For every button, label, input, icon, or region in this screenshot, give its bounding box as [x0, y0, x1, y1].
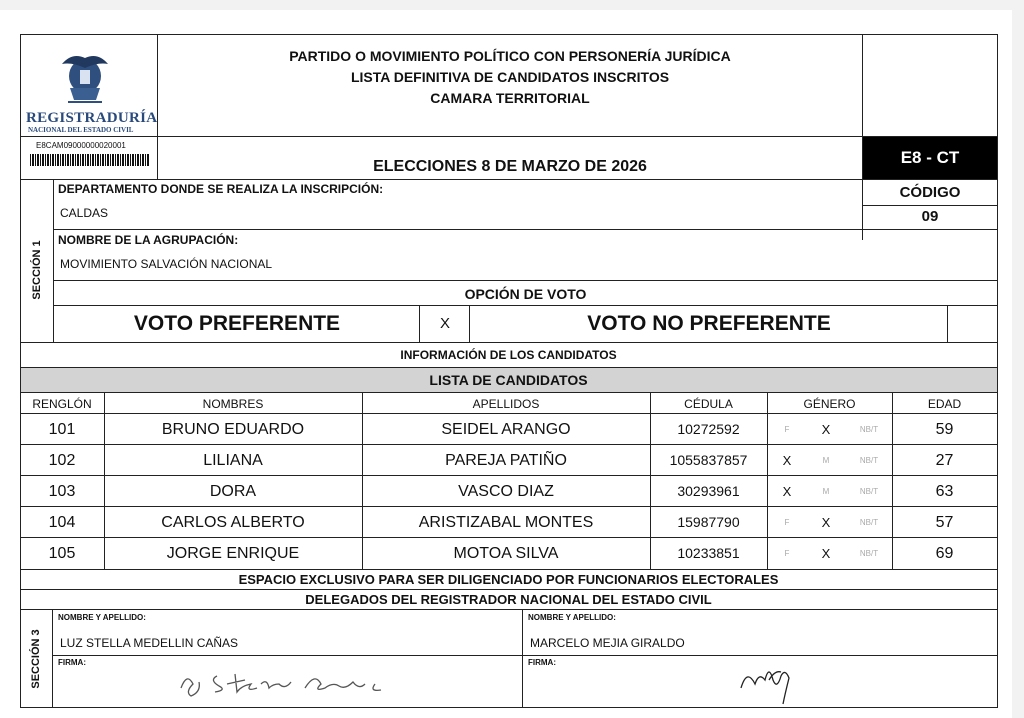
section-1-label: SECCIÓN 1: [31, 240, 43, 300]
voto-preferente-mark: X: [439, 315, 450, 332]
col-div-5: [892, 392, 893, 570]
exclusive-line: [20, 589, 998, 590]
group-label: NOMBRE DE LA AGRUPACIÓN:: [58, 233, 239, 247]
delegate-2-name: MARCELO MEJIA GIRALDO: [530, 636, 685, 650]
exclusive-space-title: ESPACIO EXCLUSIVO PARA SER DILIGENCIADO POR FUNCIONARIOS ELECTORALES: [238, 572, 779, 587]
cell-renglon: 101: [48, 421, 76, 438]
col-renglon: RENGLÓN: [32, 397, 92, 411]
gender-option-nbt: NB/T: [859, 549, 879, 558]
delegates-title: DELEGADOS DEL REGISTRADOR NACIONAL DEL ESTADO CIVIL: [305, 592, 712, 607]
cell-cedula: 10233851: [677, 545, 740, 561]
list-line: [20, 392, 998, 393]
barcode: [30, 154, 150, 166]
section-1-end: [20, 342, 998, 343]
code-line: [863, 205, 997, 206]
cell-edad: 59: [935, 421, 954, 438]
delegate-1-signature-label: FIRMA:: [58, 658, 86, 667]
code-value: 09: [921, 208, 939, 225]
cell-apellidos: PAREJA PATIÑO: [445, 452, 567, 469]
header-right-divider: [862, 34, 863, 240]
frame-top: [20, 34, 998, 35]
coat-of-arms-icon: [50, 48, 120, 110]
cell-nombres: JORGE ENRIQUE: [166, 545, 300, 562]
election-title: ELECCIONES 8 DE MARZO DE 2026: [373, 158, 647, 175]
rows-end: [20, 569, 998, 570]
department-label: DEPARTAMENTO DONDE SE REALIZA LA INSCRIPCIÓN:: [58, 182, 384, 196]
barcode-text: E8CAM09000000020001: [36, 141, 126, 150]
gender-option-f: F: [784, 518, 790, 527]
col-cedula: CÉDULA: [684, 397, 733, 411]
cell-cedula: 1055837857: [669, 452, 748, 468]
gender-option-f: F: [784, 425, 790, 434]
gender-option-nbt: NB/T: [859, 518, 879, 527]
section-3-label: SECCIÓN 3: [30, 629, 42, 689]
delegates-divider: [522, 609, 523, 707]
title-line-3: CAMARA TERRITORIAL: [430, 90, 590, 106]
voto-preferente-label: VOTO PREFERENTE: [133, 312, 341, 335]
vote-div-1: [419, 305, 420, 342]
gender-mark: X: [782, 453, 792, 468]
cell-nombres: BRUNO EDUARDO: [161, 421, 305, 438]
cell-cedula: 30293961: [677, 483, 740, 499]
delegate-1-name: LUZ STELLA MEDELLIN CAÑAS: [60, 636, 239, 650]
code-label: CÓDIGO: [899, 184, 961, 201]
row-line-4: [20, 537, 998, 538]
cell-nombres: LILIANA: [203, 452, 263, 469]
cell-edad: 57: [935, 514, 954, 531]
header-line-2: [20, 179, 998, 180]
cell-renglon: 103: [48, 483, 76, 500]
delegates-line: [20, 609, 998, 610]
gender-mark: X: [782, 484, 792, 499]
col-nombres: NOMBRES: [202, 397, 264, 411]
cell-apellidos: MOTOA SILVA: [453, 545, 559, 562]
cell-cedula: 10272592: [677, 421, 740, 437]
org-name: REGISTRADURÍA: [26, 110, 158, 126]
cell-nombres: CARLOS ALBERTO: [161, 514, 305, 531]
form-sheet: [0, 10, 1012, 718]
org-subtitle: NACIONAL DEL ESTADO CIVIL: [28, 126, 134, 134]
gender-option-nbt: NB/T: [859, 456, 879, 465]
cell-apellidos: VASCO DIAZ: [458, 483, 554, 500]
title-line-2: LISTA DEFINITIVA DE CANDIDATOS INSCRITOS: [350, 69, 670, 85]
row-line-2: [20, 475, 998, 476]
cell-edad: 27: [935, 452, 954, 469]
col-div-3: [650, 392, 651, 570]
col-genero: GÉNERO: [803, 397, 856, 411]
cell-renglon: 105: [48, 545, 76, 562]
form-title: [158, 46, 862, 109]
header-line-1: [20, 136, 998, 137]
info-line: [20, 367, 998, 368]
col-header-line: [20, 413, 998, 414]
col-apellidos: APELLIDOS: [472, 397, 540, 411]
section-1-divider: [53, 179, 54, 342]
delegate-2-signature: [735, 650, 805, 706]
department-value: CALDAS: [60, 206, 109, 220]
cell-cedula: 15987790: [677, 514, 740, 530]
row-line-1: [20, 444, 998, 445]
candidates-info-title: INFORMACIÓN DE LOS CANDIDATOS: [400, 348, 617, 362]
form-code-badge: E8 - CT: [863, 136, 997, 180]
delegate-1-name-label: NOMBRE Y APELLIDO:: [58, 613, 146, 622]
gender-option-nbt: NB/T: [859, 425, 879, 434]
gender-option-nbt: NB/T: [859, 487, 879, 496]
gender-mark: X: [821, 546, 831, 561]
col-div-2: [362, 392, 363, 570]
voto-no-preferente-label: VOTO NO PREFERENTE: [587, 312, 831, 335]
col-div-4: [767, 392, 768, 570]
gender-mark: X: [821, 422, 831, 437]
gender-option-f: F: [784, 549, 790, 558]
vote-line: [53, 305, 997, 306]
gender-mark: X: [821, 515, 831, 530]
delegate-2-name-label: NOMBRE Y APELLIDO:: [528, 613, 616, 622]
vote-option-label: OPCIÓN DE VOTO: [464, 286, 587, 302]
cell-apellidos: SEIDEL ARANGO: [441, 421, 571, 438]
vote-div-2: [469, 305, 470, 342]
delegate-2-signature-label: FIRMA:: [528, 658, 556, 667]
gender-option-m: M: [822, 456, 830, 465]
section-3-divider: [52, 609, 53, 707]
signature-line: [52, 655, 998, 656]
cell-renglon: 102: [48, 452, 76, 469]
gender-option-m: M: [822, 487, 830, 496]
header-divider: [157, 34, 158, 180]
cell-apellidos: ARISTIZABAL MONTES: [418, 514, 594, 531]
cell-nombres: DORA: [209, 483, 257, 500]
cell-edad: 69: [935, 545, 954, 562]
vote-div-3: [947, 305, 948, 342]
col-div-1: [104, 392, 105, 570]
cell-edad: 63: [935, 483, 954, 500]
frame-bottom: [20, 707, 998, 708]
title-line-1: PARTIDO O MOVIMIENTO POLÍTICO CON PERSONERÍA JURÍDICA: [289, 48, 731, 64]
cell-renglon: 104: [48, 514, 76, 531]
dept-line: [53, 229, 997, 230]
group-value: MOVIMIENTO SALVACIÓN NACIONAL: [60, 257, 273, 271]
delegate-1-signature: [175, 662, 400, 702]
candidates-list-title: LISTA DE CANDIDATOS: [20, 368, 997, 392]
row-line-3: [20, 506, 998, 507]
group-line: [53, 280, 997, 281]
col-edad: EDAD: [927, 397, 962, 411]
